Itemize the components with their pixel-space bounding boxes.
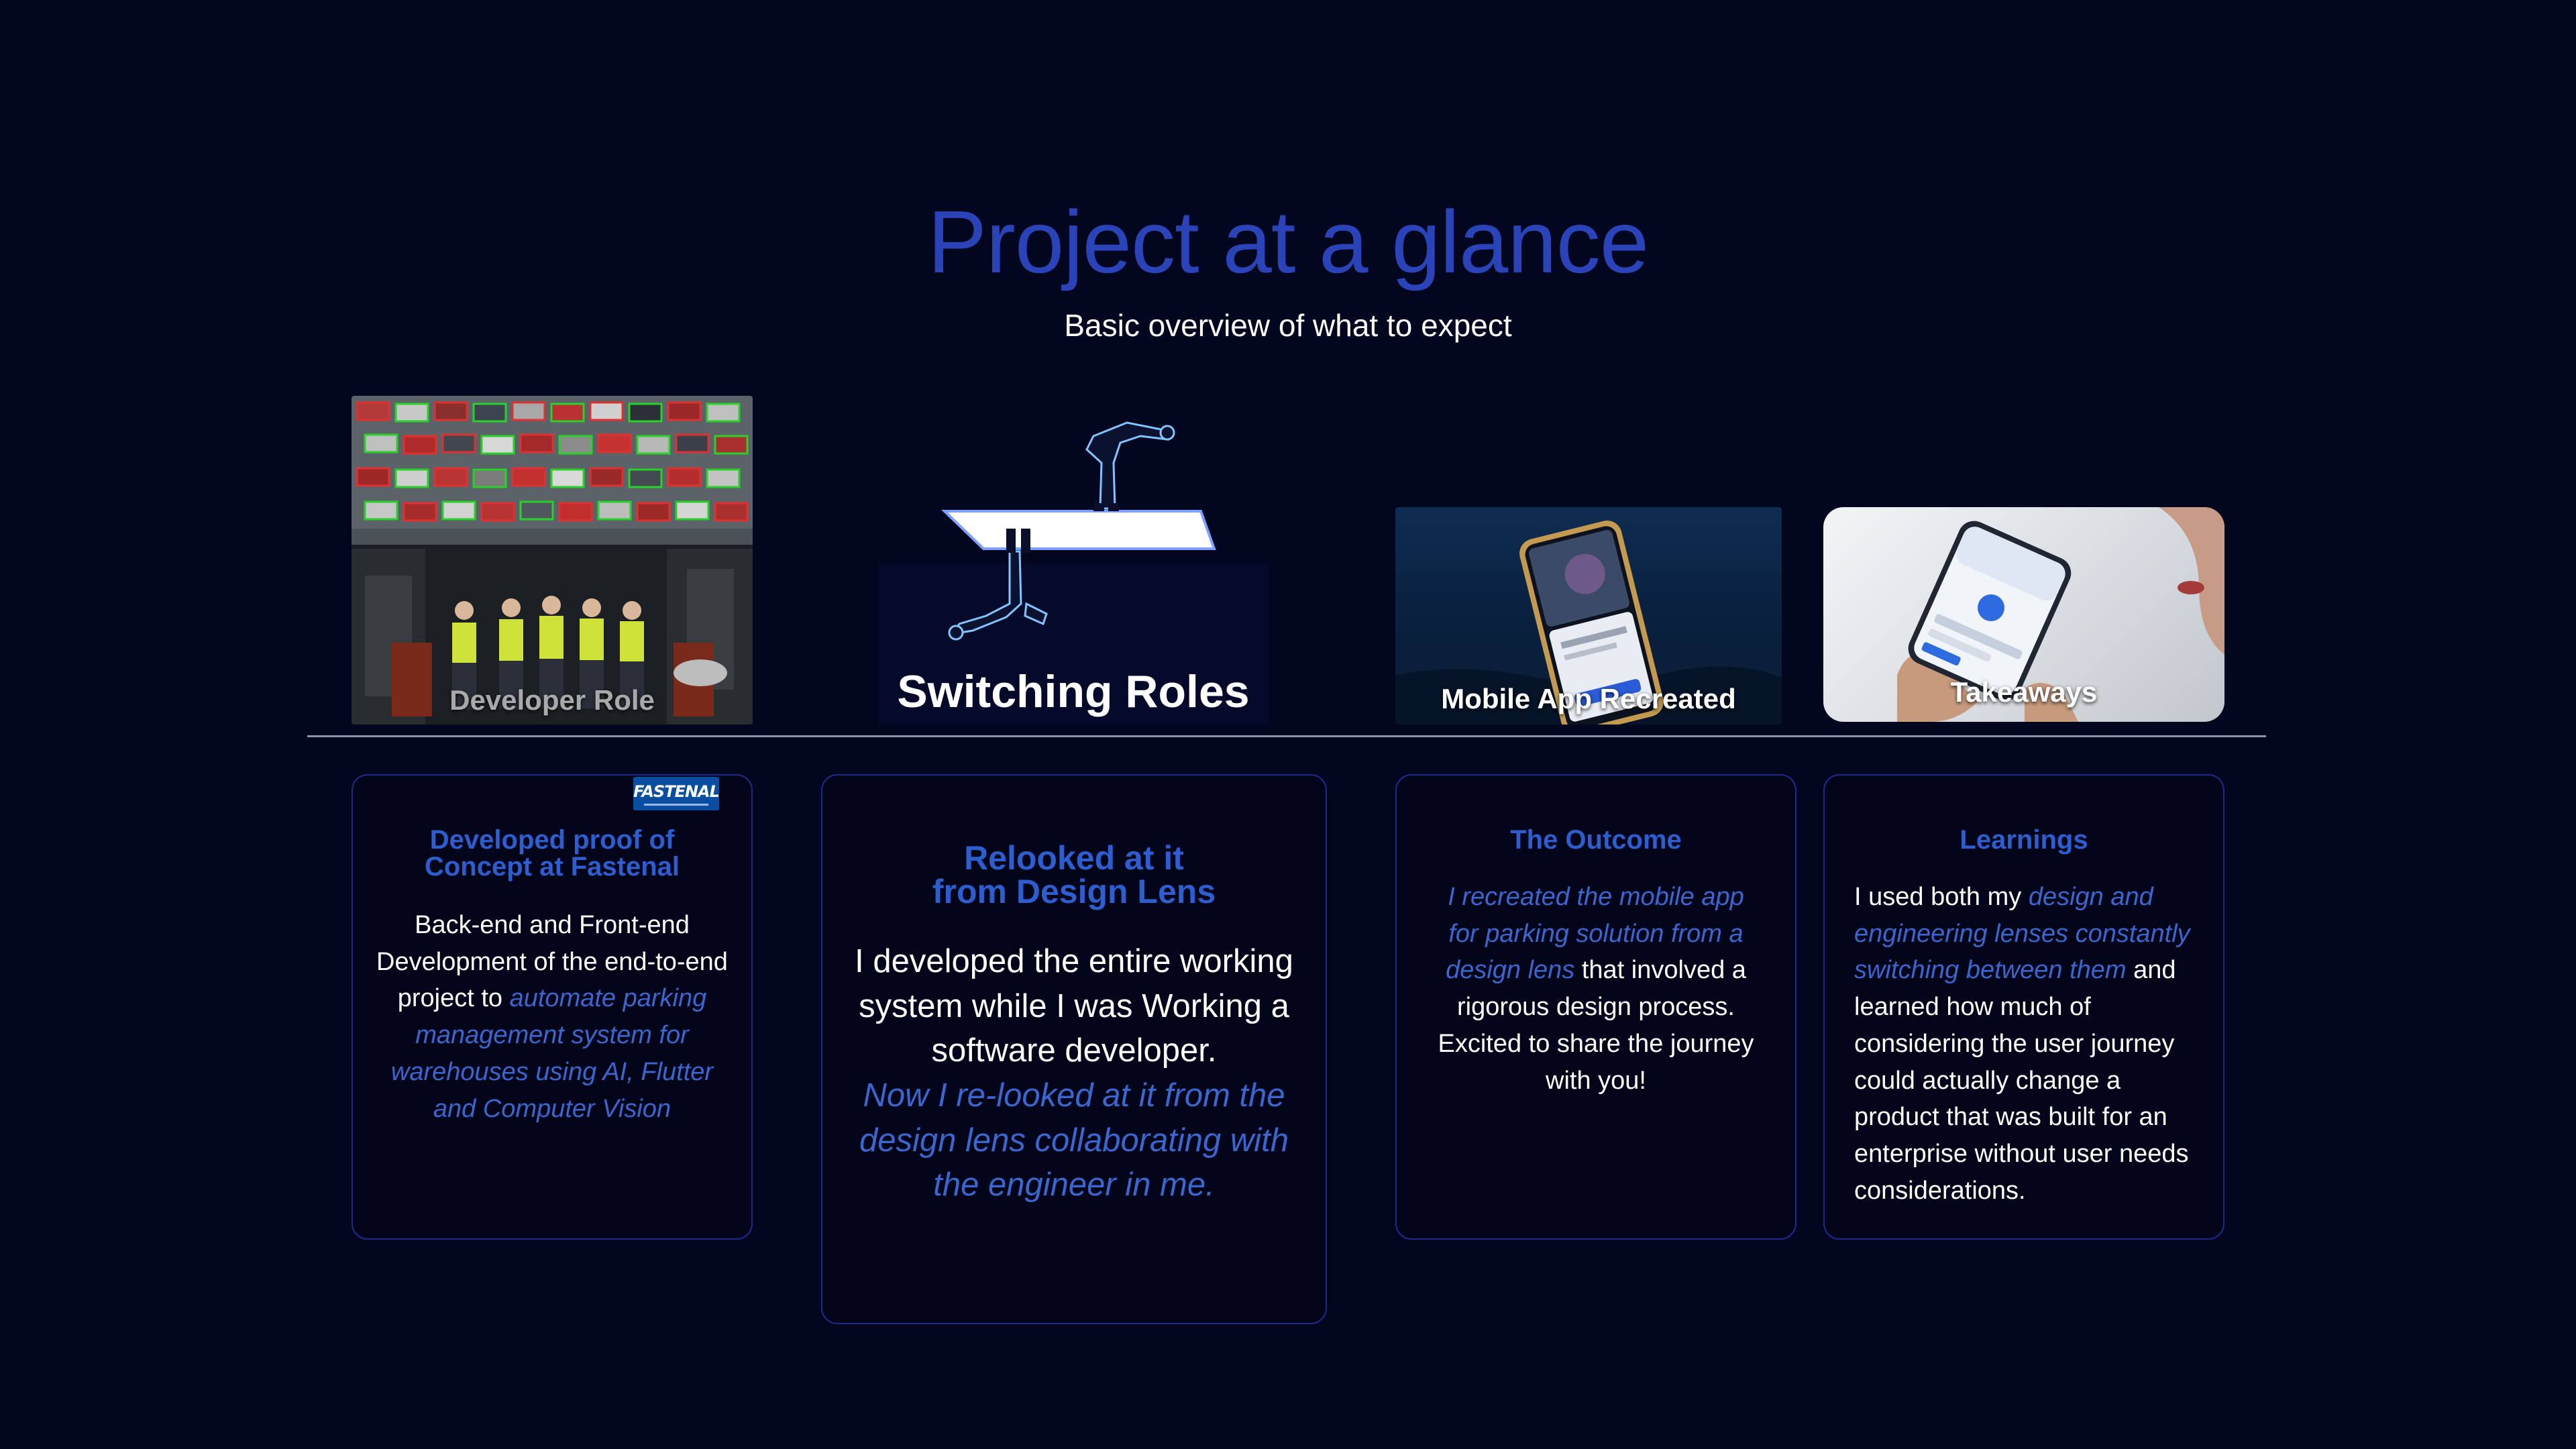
developer-card-body (373, 907, 731, 1127)
developer-card-text: Back-end and Front-end Development of the end-to-end project to (376, 911, 728, 1013)
fastenal-logo: FASTENAL (633, 777, 719, 810)
learnings-card-highlight: design and engineering lenses constantly switching between them (1854, 883, 2190, 985)
switching-card-text: I developed the entire working system while I was Working a software developer. (855, 943, 1293, 1069)
learnings-card-body (1854, 879, 2196, 1209)
outcome-card-highlight: I recreated the mobile app for parking solution from a design lens (1446, 883, 1744, 985)
developer-card-highlight: automate parking management system for warehouses using AI, Flutter and Computer Vision (390, 984, 714, 1123)
takeaways-label: Takeaways (1950, 676, 2098, 708)
mobile-app-thumbnail[interactable] (1395, 507, 1782, 724)
developer-card-title: Developed proof of Concept at Fastenal (424, 825, 680, 881)
learnings-card-text-1: I used both my (1854, 883, 2029, 911)
developer-role-thumbnail[interactable] (352, 396, 753, 724)
learnings-card-text-2: and learned how much of considering the user journey could actually change a product that was built for an enterprise without user needs considerations. (1854, 956, 2189, 1205)
learnings-card (1823, 774, 2224, 1240)
takeaways-thumbnail[interactable] (1823, 507, 2224, 722)
switching-roles-thumbnail[interactable] (872, 402, 1275, 724)
switching-card-highlight: Now I re-looked at it from the design lens collaborating with the engineer in me. (859, 1077, 1289, 1203)
mobile-app-label: Mobile App Recreated (1441, 683, 1736, 714)
outcome-card-body (1437, 879, 1755, 1099)
page-title: Project at a glance (927, 193, 1649, 291)
switching-roles-label: Switching Roles (897, 666, 1250, 717)
switching-card-title: Relooked at it from Design Lens (932, 839, 1216, 910)
outcome-card (1395, 774, 1796, 1240)
developer-card (352, 774, 753, 1240)
outcome-card-text: that involved a rigorous design process. Excited to share the journey with you! (1438, 956, 1754, 1095)
page-subtitle: Basic overview of what to expect (1064, 308, 1512, 343)
learnings-card-title: Learnings (1960, 825, 2088, 855)
parking-lot-image (352, 396, 753, 545)
section-divider (307, 735, 2266, 737)
outcome-card-title: The Outcome (1510, 825, 1682, 855)
developer-role-label: Developer Role (449, 684, 655, 716)
switching-card-body (847, 939, 1301, 1208)
switching-card (821, 774, 1327, 1324)
